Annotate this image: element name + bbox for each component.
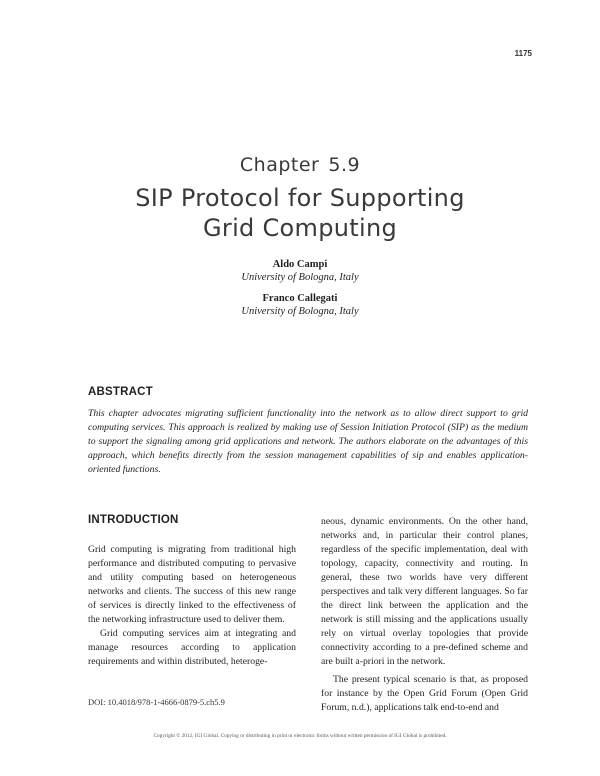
chapter-number: 5.9	[328, 154, 361, 176]
intro-paragraph: Grid computing services aim at integrating and manage resources according to application requirements and within distributed, heteroge-	[88, 628, 296, 667]
doi-text: DOI: 10.4018/978-1-4666-0879-5.ch5.9	[88, 697, 225, 707]
chapter-title-line-2: Grid Computing	[203, 214, 397, 242]
author-name: Franco Callegati	[262, 293, 338, 304]
introduction-heading: INTRODUCTION	[88, 514, 179, 526]
author-affiliation: University of Bologna, Italy	[241, 306, 359, 317]
copyright-notice: Copyright © 2012, IGI Global. Copying or distributing in print or electronic forms without written permission of IGI Global is prohibited.	[153, 733, 447, 739]
author-affiliation: University of Bologna, Italy	[241, 272, 359, 283]
intro-paragraph: neous, dynamic environments. On the other hand, networks and, in particular their control planes, regardless of the specific implementation, deal with topology, capacity, connectivity and routing. In general, these two worlds have very different perspectives and talk very different languages. So far the direct link between the application and the network is still missing and the applications usually rely on virtual overlay topologies that provide connectivity according to a pre-defined scheme and are built a-priori in the network.	[321, 516, 528, 667]
intro-paragraph: Grid computing is migrating from traditional high performance and distributed computing to pervasive and utility computing based on heterogeneous networks and clients. The success of this new range of services is directly linked to the effectiveness of the networking infrastructure used to deliver them.	[88, 544, 296, 625]
left-column	[88, 543, 296, 669]
chapter-label	[0, 154, 600, 176]
author-block	[0, 258, 600, 284]
page-number: 1175	[514, 49, 532, 58]
intro-paragraph: The present typical scenario is that, as proposed for instance by the Open Grid Forum (Open Grid Forum, n.d.), applications talk end-to-end and	[321, 674, 528, 713]
abstract-text: This chapter advocates migrating sufficient functionality into the network as to allow direct support to grid computing services. This approach is realized by making use of Session Initiation Protocol (SIP) as the medium to support the signaling among grid applications and network. The authors elaborate on the advantages of this approach, which benefits directly from the session management capabilities of sip and enables application-oriented functions.	[88, 408, 528, 475]
chapter-title-line-1: SIP Protocol for Supporting	[135, 184, 465, 212]
chapter-word: Chapter	[239, 154, 320, 176]
abstract-heading: ABSTRACT	[88, 386, 153, 398]
right-column	[321, 515, 528, 715]
author-name: Aldo Campi	[272, 259, 328, 270]
chapter-title	[60, 183, 540, 243]
author-block	[0, 292, 600, 318]
